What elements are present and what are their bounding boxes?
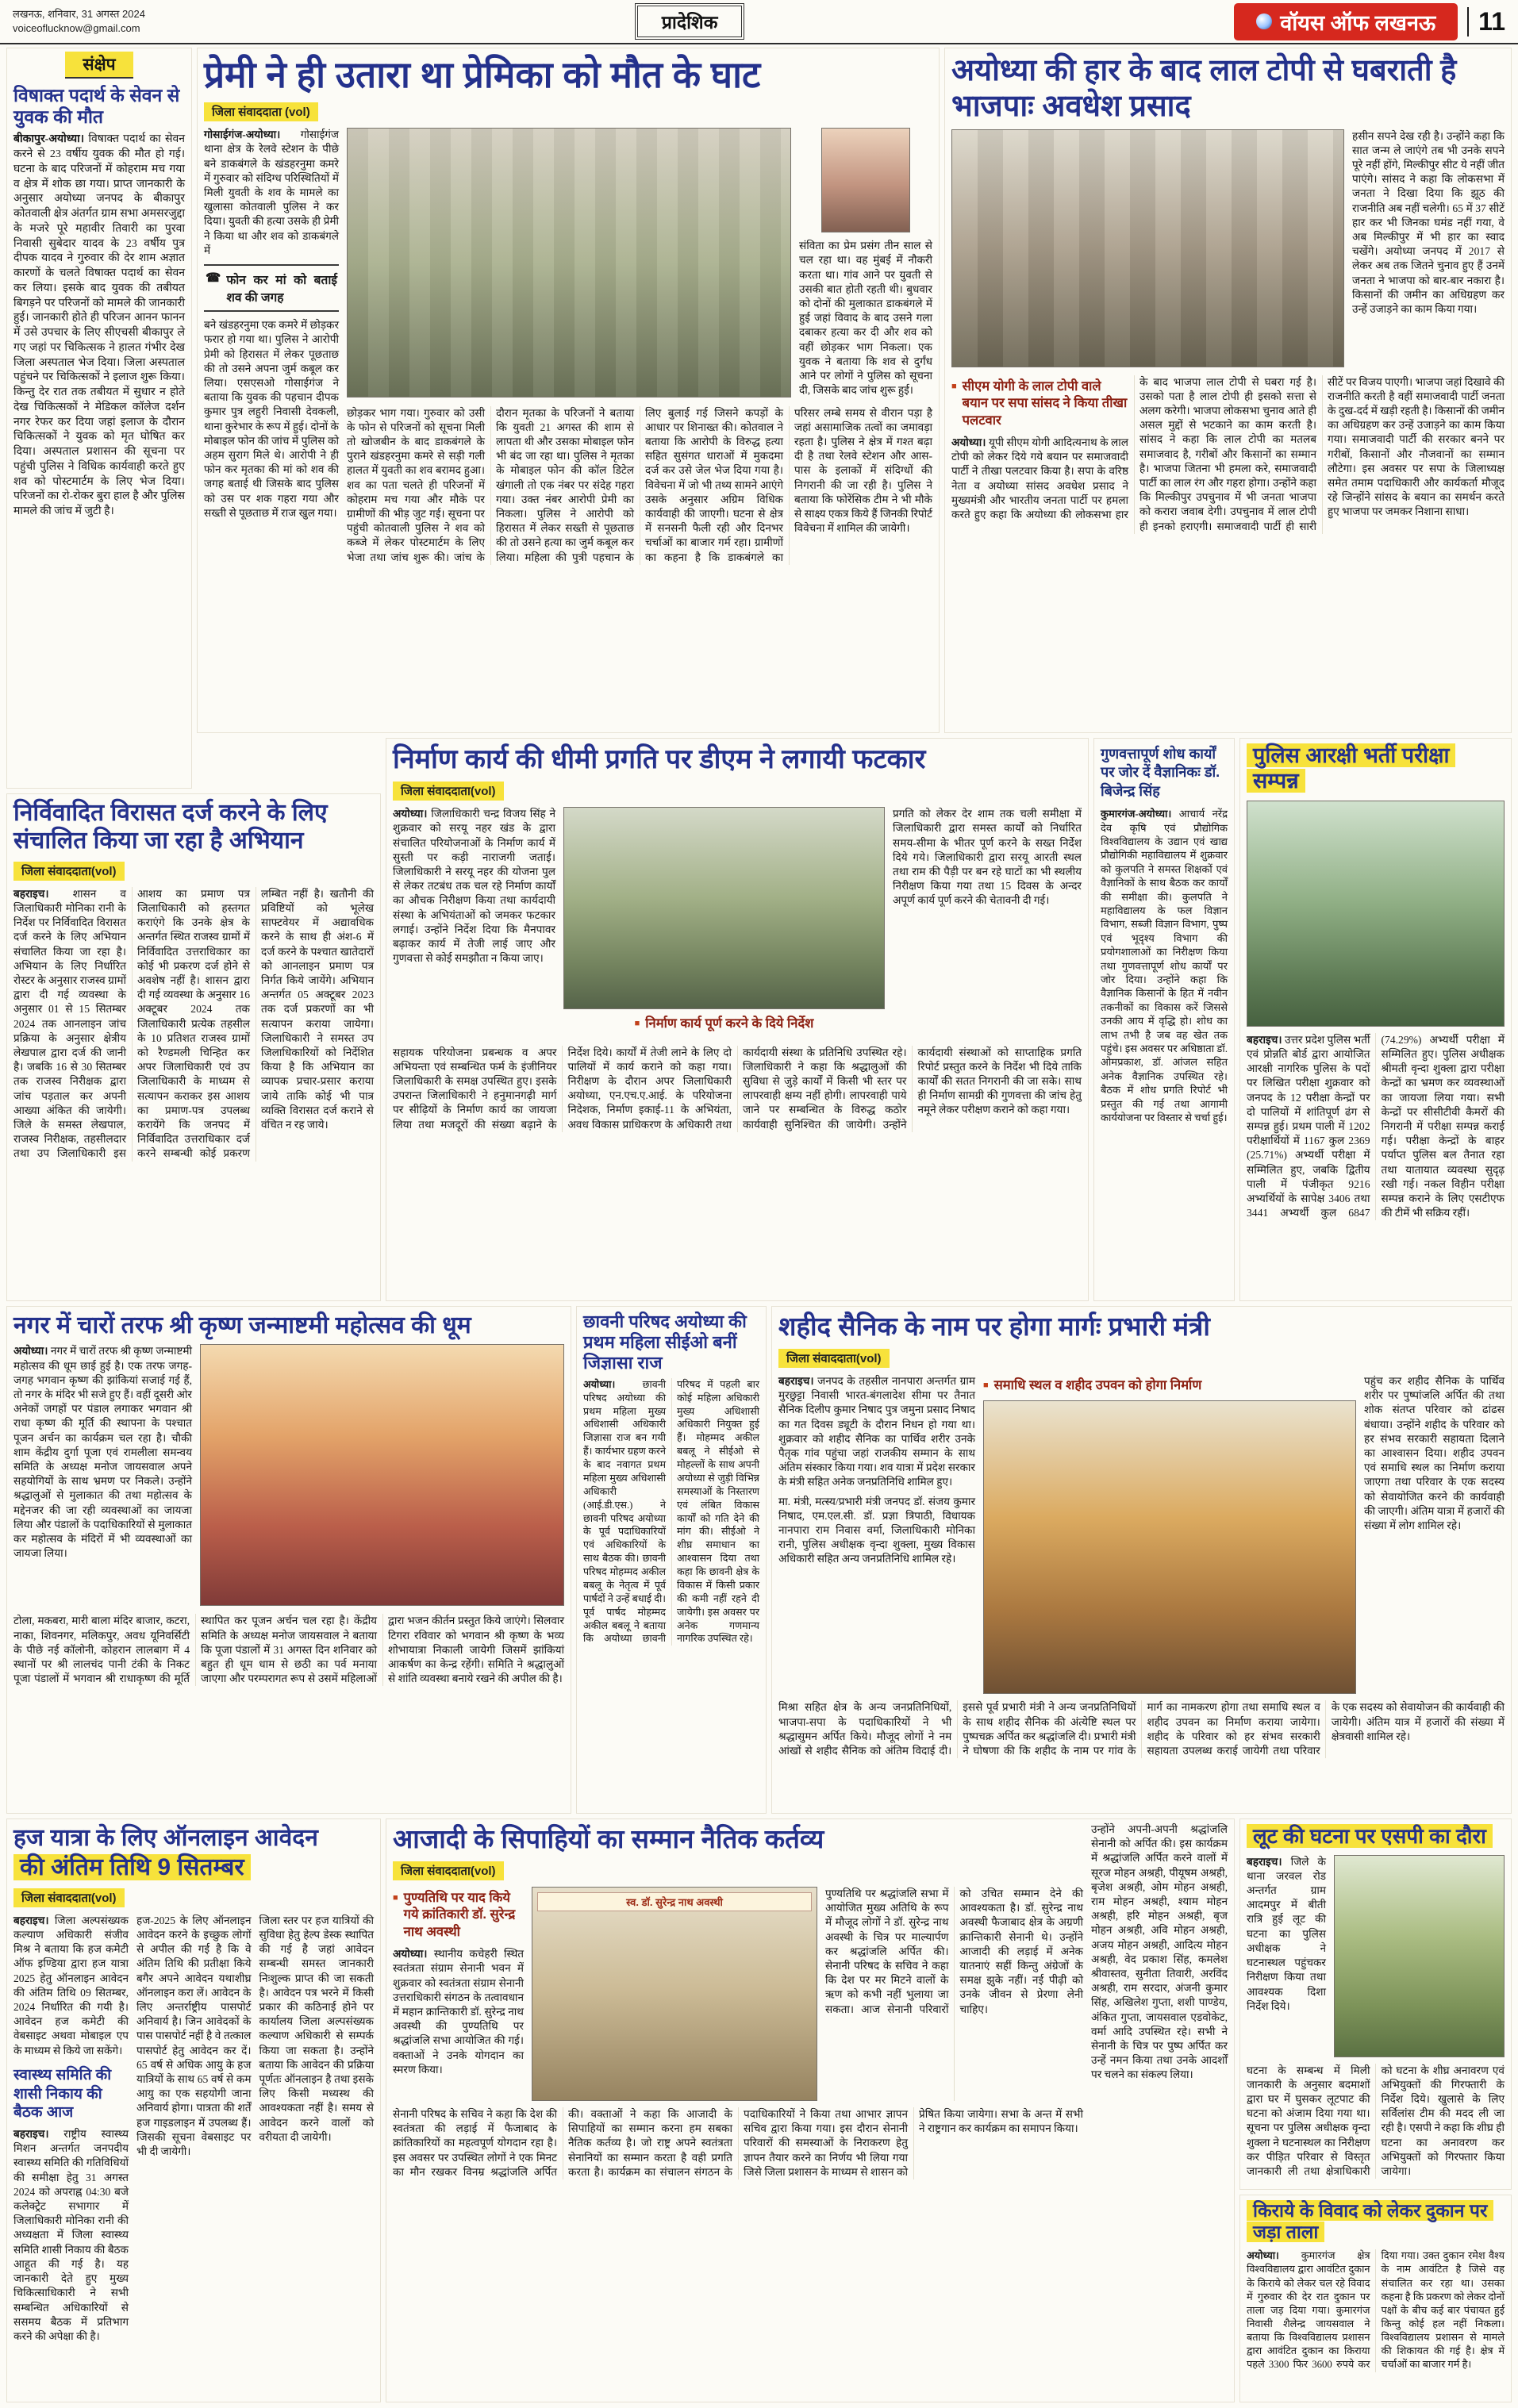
dateline: अयोध्या। [13,1345,48,1358]
dateline: अयोध्या। [393,808,428,820]
haj-col2: हज-2025 के लिए ऑनलाइन आवेदन करने के इच्छुक लोगों से अपील की गई है कि वे अंतिम तिथि की प्रतीक्षा किये बगैर अपने आवेदन यथाशीघ्र ऑनलाइन करा लें। आवेदन के लिए अन्तर्राष्ट्रीय पासपोर्ट अनिवार्य है। जिन आवेदकों के पास पासपोर्ट नहीं है वे तत्काल पासपोर्ट हेतु आवेदन कर दें। 65 वर्ष से अधिक आयु के हज यात्रियों के साथ 65 वर्ष से कम आयु का एक सहयोगी जाना अनिवार्य होगा। पात्रता की शर्तें हज गाइडलाइन में उपलब्ध हैं। जिसकी सूचना वेबसाइट पर भी दी जायेगी। [136,1914,252,2158]
loot-headline: लूट की घटना पर एसपी का दौरा [1247,1824,1493,1848]
krishna-headline: नगर में चारों तरफ श्री कृष्ण जन्माष्टमी महोत्सव की धूम [13,1312,471,1338]
article-brief [6,48,192,789]
edition-date: लखनऊ, शनिवार, 31 अगस्त 2024 [13,8,145,21]
article-shaheed [771,1306,1512,1814]
body-text: गोसाईगंज थाना क्षेत्र के रेलवे स्टेशन के पीछे बने डाकबंगले के खंडहरनुमा कमरे में गुरुवार को संदिग्ध परिस्थितियों में मिली युवती के शव के मामले का खुलासा कोतवाली पुलिस ने कर दिया। युवती की हत्या उसके ही प्रेमी ने किया था और शव को डाकबंगले में [204,129,339,256]
masthead-logo-icon [1256,13,1272,29]
nirman-bottom-text: सहायक परियोजना प्रबन्धक व अपर अभियन्ता एवं सम्बन्धित फर्म के इंजीनियर जिलाधिकारी के समक्ष उपस्थित हुए। इसके उपरान्त जिलाधिकारी ने हनुमानगढ़ी मार्ग पर सीढ़ियों के निर्माण कार्य का जायजा लिया तथा मजदूरों की संख्या बढ़ाने के निर्देश दिये। कार्यों में तेजी लाने के लिए दो पालियों में कार्य कराने को कहा गया। निरीक्षण के दौरान अपर जिलाधिकारी अयोध्या, एन.एच.ए.आई. के परियोजना निदेशक, निर्माण इकाई-11 के अभियंता, अवध विकास प्राधिकरण के अधिकारी तथा कार्यदायी संस्था के प्रतिनिधि उपस्थित रहे। जिलाधिकारी ने कहा कि श्रद्धालुओं की सुविधा से जुड़े कार्यों में किसी भी स्तर पर लापरवाही क्षम्य नहीं होगी। लापरवाही पाये जाने पर सम्बन्धित के विरुद्ध कठोर कार्यवाही सुनिश्चित की जायेगी। उन्होंने कार्यदायी संस्थाओं को साप्ताहिक प्रगति रिपोर्ट प्रस्तुत करने के निर्देश भी दिये ताकि कार्यों की सतत निगरानी की जा सके। साथ ही निर्माण सामग्री की गुणवत्ता की जांच हेतु नमूने लेकर परीक्षण कराने को कहा गया। [393,1046,1082,1131]
dateline: बहराइच। [13,1914,49,1926]
phone-icon: ☎ [206,271,221,286]
nirman-kicker [563,1016,885,1032]
body-text: राष्ट्रीय स्वास्थ्य मिशन अन्तर्गत जनपदीय स्वास्थ्य समिति की गतिविधियों की समीक्षा हेतु 31 अगस्त 2024 को अपराह्न 04:30 बजे कलेक्ट्रेट सभागार में जिलाधिकारी मोनिका रानी की अध्यक्षता में जिला स्वास्थ्य समिति शासी निकाय की बैठक आहूत की गई है। यह जानकारी देते हुए मुख्य चिकित्साधिकारी ने सभी सम्बन्धित अधिकारियों से ससमय बैठक में प्रतिभाग करने की अपेक्षा की है। [13,2128,129,2342]
dateline: गोसाईगंज-अयोध्या। [204,129,281,141]
dateline: अयोध्या। [951,436,986,448]
victim-portrait-photo [821,128,910,232]
funeral-tribute-photo [983,1400,1356,1694]
loot-bottom-text: घटना के सम्बन्ध में मिली जानकारी के अनुसार बदमाशों द्वारा घर में घुसकर लूटपाट की घटना को अंजाम दिया गया था। सूचना पर पुलिस अधीक्षक वृन्दा शुक्ला ने घटनास्थल का निरीक्षण कर पीड़ित परिवार से विस्तृत जानकारी ली तथा क्षेत्राधिकारी को घटना के शीघ्र अनावरण एवं अभियुक्तों की गिरफ्तारी के निर्देश दिये। खुलासे के लिए सर्विलांस टीम की मदद ली जा रही है। एसपी ने कहा कि शीघ्र ही घटना का अनावरण कर अभियुक्तों को गिरफ्तार किया जायेगा। [1247,2064,1505,2178]
body-text: जनपद के तहसील नानपारा अन्तर्गत ग्राम मुरछुट्टा निवासी भारत-बंगलादेश सीमा पर तैनात सैनिक दिलीप कुमार निषाद पुत्र जमुना प्रसाद निषाद का गत दिवस ड्यूटी के दौरान निधन हो गया था। शुक्रवार को शहीद सैनिक का पार्थिव शरीर उनके पैतृक गांव पहुंचा जहां राजकीय सम्मान के साथ अंतिम संस्कार किया गया। शव यात्रा में प्रदेश सरकार के मंत्री सहित अनेक जनप्रतिनिधि शामिल हुए। [778,1374,975,1488]
section-title-box [637,6,743,37]
azadi-headline: आजादी के सिपाहियों का सम्मान नैतिक कर्तव्य [393,1824,824,1853]
dateline: अयोध्या। [1247,2250,1279,2262]
byline: जिला संवाददाता(vol) [13,862,125,881]
article-krishna [6,1306,571,1814]
virasat-body [13,887,374,1162]
body-text: कुमारगंज क्षेत्र विश्वविद्यालय द्वारा आवंटित दुकान के किराये को लेकर चल रहे विवाद में गुरुवार की देर रात दुकान पर ताला जड़ दिया गया। कुमारगंज निवासी शैलेन्द्र जायसवाल ने बताया कि विश्वविद्यालय प्रशासन द्वारा आवंटित दुकान का किराया पहले 3300 फिर 3600 रुपये कर दिया गया। उक्त दुकान रमेश वैश्य के नाम आवंटित है जिसे वह संचालित कर रहा था। उसका कहना है कि प्रकरण को लेकर दोनों पक्षों के बीच कई बार पंचायत हुई किन्तु कोई हल नहीं निकला। विश्वविद्यालय प्रशासन से मामले की शिकायत की गई है। क्षेत्र में चर्चाओं का बाजार गर्म है। [1247,2250,1505,2371]
page-number: 11 [1467,7,1505,36]
memorial-banner-text: स्व. डॉ. सुरेन्द्र नाथ अवस्थी [537,1892,812,1911]
byline: जिला संवाददाता(vol) [393,782,504,801]
brief-body [13,132,185,520]
article-azadi [386,1818,1235,2402]
kiraya-headline: किराये के विवाद को लेकर दुकान पर जड़ा ताला [1247,2200,1493,2242]
byline: जिला संवाददाता(vol) [13,1888,125,1907]
shaheed-left-column [778,1374,975,1694]
azadi-kicker [393,1890,524,1941]
haj-col1 [13,1914,129,2058]
exam-centre-photo [1247,801,1505,1027]
azadi-bottom-text: सेनानी परिषद के सचिव ने कहा कि देश की स्वतंत्रता की लड़ाई में फैजाबाद के क्रांतिकारियों का महत्वपूर्ण योगदान रहा है। इस अवसर पर उपस्थित लोगों ने एक मिनट का मौन रखकर विनम्र श्रद्धांजलि अर्पित की। वक्ताओं ने कहा कि आजादी के सिपाहियों का सम्मान करना हम सबका नैतिक कर्तव्य है। जो राष्ट्र अपने स्वतंत्रता सेनानियों का सम्मान करता है वही प्रगति करता है। कार्यक्रम का संचालन संगठन के पदाधिकारियों ने किया तथा आभार ज्ञापन सचिव द्वारा किया गया। इस दौरान सेनानी परिवारों की समस्याओं के निराकरण हेतु ज्ञापन तैयार करने का निर्णय भी लिया गया जिसे जिला प्रशासन के माध्यम से शासन को प्रेषित किया जायेगा। सभा के अन्त में सभी ने राष्ट्रगान कर कार्यक्रम का समापन किया। [393,2107,1083,2178]
publisher-email: voiceoflucknow@gmail.com [13,22,140,34]
body-text: विषाक्त पदार्थ का सेवन करने से 23 वर्षीय युवक की मौत हो गई। घटना के बाद परिजनों में कोहराम मच गया व क्षेत्र में शोक छा गया। प्राप्त जानकारी के अनुसार अयोध्या जनपद के बीकापुर कोतवाली क्षेत्र अंतर्गत ग्राम सभा अमसरजुद्दा के मजरे पूरे महावीर तिवारी का पुरवा निवासी सुबेदार यादव के 23 वर्षीय पुत्र दीपक यादव ने गुरुवार की देर शाम अज्ञात कारणों के चलते विषाक्त पदार्थ का सेवन कर लिया। इसके बाद युवक की तबीयत बिगड़ने पर परिजनों को मामले की जानकारी हुई। जानकारी होते ही परिजन आनन फानन में उसे उपचार के लिए सीएचसी बीकापुर ले गए जहां पर चिकित्सक ने हालत गंभीर देख जिला अस्पताल भेज दिया। जिला अस्पताल पहुंचने पर चिकित्सकों ने इलाज शुरू किया। किन्तु देर रात तक तबीयत में सुधार न होते देख चिकित्सकों ने मेडिकल कॉलेज दर्शन नगर रेफर कर दिया जहां इलाज के दौरान चिकित्सकों ने युवक को मृत घोषित कर दिया। अस्पताल प्रशासन की सूचना पर पहुंची पुलिस ने विधिक कार्यवाही करते हुए शव को पोस्टमार्टम के लिए भेज दिया। परिजनों का रो-रोकर बुरा हाल है और पुलिस मामले की जांच में जुटी है। [13,133,186,517]
section-title: प्रादेशिक [661,12,718,33]
body-text: जिले के थाना जरवल रोड अन्तर्गत ग्राम आदमपुर में बीती रात्रि हुई लूट की घटना का पुलिस अधीक्षक ने घटनास्थल पहुंचकर निरीक्षण किया तथा आवश्यक दिशा निर्देश दिये। [1247,1855,1326,2012]
header-left [13,7,145,35]
premi-left-column [204,128,339,564]
bjp-headline: अयोध्या की हार के बाद लाल टोपी से घबराती है भाजपाः अवधेश प्रसाद [951,54,1457,123]
dm-inspection-photo [563,807,885,1009]
azadi-continuation-column: उन्होंने अपनी-अपनी श्रद्धांजलि सेनानी को अर्पित की। इस कार्यक्रम में श्रद्धांजलि अर्पित करने वालों में सूरज मोहन अश्रही, पीयूषम अश्रही, बृजेश अश्रही, ओम मोहन अश्रही, राम मोहन अश्रही, श्याम मोहन अश्रही, हरि मोहन अश्रही, बृज मोहन अश्रही, अवि मोहन अश्रही, अजय मोहन अश्रही, आदित्य मोहन अश्रही, वेद प्रकाश सिंह, कमलेश श्रीवास्तव, सुनीता तिवारी, अरविंद अश्रही, राम सरदार, अंजनी कुमार सिंह, अखिलेश गुप्ता, शशी पाण्डेय, अंकित गुप्ता, जायसवाल एडवोकेट, वर्मा आदि उपस्थित रहे। सभी ने सेनानी के चित्र पर पुष्प अर्पित कर उन्हें नमन किया तथा उनके आदर्शों पर चलने का संकल्प लिया। [1091,1823,1228,2081]
sub-headline-box [204,264,339,312]
azadi-left-column [393,1947,524,2077]
body-text: स्थानीय कचेहरी स्थित स्वतंत्रता संग्राम सेनानी भवन में शुक्रवार को स्वतंत्रता संग्राम सेनानी उत्तराधिकारी संगठन के तत्वावधान में महान क्रान्तिकारी डॉ. सुरेन्द्र नाथ अवस्थी की पुण्यतिथि पर श्रद्धांजलि सभा आयोजित की गई। वक्ताओं ने उनके योगदान का स्मरण किया। [393,1948,524,2076]
article-virasat [6,793,381,1301]
loot-left-column [1247,1855,1326,2057]
dateline: अयोध्या। [393,1948,428,1961]
shodh-headline: गुणवत्तापूर्ण शोध कार्यों पर जोर दें वैज्ञानिकः डॉ. बिजेन्द्र सिंह [1101,746,1220,799]
dateline: अयोध्या। [583,1378,616,1390]
shaheed-bottom-text: मिश्रा सहित क्षेत्र के अन्य जनप्रतिनिधियों, भाजपा-सपा के पदाधिकारियों ने भी श्रद्धासुमन अर्पित किये। मौजूद लोगों ने नम आंखों से शहीद सैनिक को अंतिम विदाई दी। इससे पूर्व प्रभारी मंत्री ने अन्य जनप्रतिनिधियों के साथ शहीद सैनिक की अंत्येष्टि स्थल पर पुष्पचक्र अर्पित कर श्रद्धांजलि दी। प्रभारी मंत्री ने घोषणा की कि शहीद के नाम पर गांव के मार्ग का नामकरण होगा तथा समाधि स्थल व शहीद उपवन का निर्माण कराया जायेगा। शहीद के परिवार को हर संभव सरकारी सहायता उपलब्ध कराई जायेगी तथा परिवार के एक सदस्य को सेवायोजन की कार्यवाही की जायेगी। अंतिम यात्र में हजारों की संख्या में क्षेत्रवासी शामिल रहे। [778,1701,1505,1757]
body-text: शासन व जिलाधिकारी मोनिका रानी के निर्देश पर निर्विवादित विरासत दर्ज करने के लिए अभियान संचालित किया जा रहा है। अभियान के लिए निर्धारित रोस्टर के अनुसार राजस्व ग्रामों द्वारा दी गई व्यवस्था के अनुसार 01 से 15 सितम्बर 2024 तक आनलाइन जांच प्रक्रिया के अनुसार क्षेत्रीय लेखपाल द्वारा दर्ज की जानी है। जबकि 16 से 30 सितम्बर तक राजस्व निरीक्षक द्वारा जांच पड़ताल कर अपनी आख्या अंकित की जायेगी। जिले के समस्त लेखपाल, राजस्व निरीक्षक, तहसीलदार तथा उप जिलाधिकारी इस आशय का प्रमाण पत्र जिलाधिकारी को हस्तगत कराएंगे कि उनके क्षेत्र के अन्तर्गत स्थित राजस्व ग्रामों में निर्विवादित उत्तराधिकार का कोई भी प्रकरण दर्ज होने से अवशेष नहीं है। शासन द्वारा दी गई व्यवस्था के अनुसार 16 अक्टूबर 2024 तक जिलाधिकारी प्रत्येक तहसील के 10 प्रतिशत राजस्व ग्रामों को रैण्डमली चिन्हित कर अपर जिलाधिकारी एवं उप जिलाधिकारी के माध्यम से सत्यापन कराकर इस आशय का प्रमाण-पत्र उपलब्ध करायेंगे कि जनपद में निर्विवादित उत्तराधिकार दर्ज करने सम्बन्धी कोई प्रकरण लम्बित नहीं है। खतौनी की प्रविष्टियों को भूलेख साफ्टवेयर में अद्यावधिक करने के साथ ही अंश-6 में दर्ज करने के पश्चात खातेदारों को आनलाइन प्रमाण पत्र निर्गत किये जायेंगे। अभियान अन्तर्गत 05 अक्टूबर 2023 तक दर्ज प्रकरणों का भी सत्यापन कराया जायेगा। जिलाधिकारी ने समस्त उप जिलाधिकारियों को निर्देशित किया है कि अभियान का व्यापक प्रचार-प्रसार कराया जाये ताकि कोई भी पात्र व्यक्ति विरासत दर्ज कराने से वंचित न रह जाये। [13,887,374,1160]
police-headline: पुलिस आरक्षी भर्ती परीक्षा सम्पन्न [1247,743,1455,793]
masthead-title: वॉयस ऑफ लखनऊ [1280,10,1436,35]
body-text: जिला अल्पसंख्यक कल्याण अधिकारी संजीव मिश्र ने बताया कि हज कमेटी ऑफ इण्डिया द्वारा हज यात्रा 2025 हेतु ऑनलाइन आवेदन की अंतिम तिथि 09 सितम्बर, 2024 निर्धारित की गयी है। आवेदन हज कमेटी की वेबसाइट अथवा मोबाइल एप के माध्यम से किये जा सकेंगे। [13,1914,129,2057]
dateline: बहराइच। [1247,1855,1282,1868]
sp-mp-press-photo [951,129,1344,367]
nirman-headline: निर्माण कार्य की धीमी प्रगति पर डीएम ने लगायी फटकार [393,744,926,774]
haj-headline-line2: की अंतिम तिथि 9 सितम्बर [13,1854,251,1880]
shaheed-kicker [983,1377,1356,1394]
article-kiraya [1239,2195,1512,2402]
byline: जिला संवाददाता(vol) [778,1349,890,1368]
shaheed-headline: शहीद सैनिक के नाम पर होगा मार्गः प्रभारी मंत्री [778,1312,1210,1341]
dateline: बहराइच। [1247,1033,1282,1046]
body-text: आचार्य नरेंद्र देव कृषि एवं प्रौद्योगिक विश्वविद्यालय के उद्यान एवं खाद्य प्रौद्योगिकी महाविद्यालय में शुक्रवार को कुलपति ने समस्त शिक्षकों एवं वैज्ञानिकों के साथ बैठक कर कार्यों की समीक्षा की। कुलपति ने महाविद्यालय के फल विज्ञान विभाग, सब्जी विज्ञान विभाग, पुष्प एवं भूदृश्य विभाग की प्रयोगशालाओं का निरीक्षण किया तथा गुणवत्तापूर्ण शोध कार्यों पर जोर दिया। उन्होंने कहा कि वैज्ञानिक किसानों के हित में नवीन तकनीकों का विकास करें जिससे उनकी आय में वृद्धि हो। शोध का लाभ तभी है जब वह खेत तक पहुंचे। इस अवसर पर अधिष्ठाता डॉ. ओमप्रकाश, डॉ. आंजल सहित अनेक वैज्ञानिक उपस्थित रहे। बैठक में शोध प्रगति रिपोर्ट भी प्रस्तुत की गई तथा आगामी कार्ययोजना पर विस्तार से चर्चा हुई। [1101,808,1228,1124]
body-text: जिलाधिकारी चन्द्र विजय सिंह ने शुक्रवार को सरयू नहर खंड के द्वारा संचालित परियोजनाओं के निर्माण कार्य में सुस्ती पर कड़ी नाराजगी जताई। जिलाधिकारी ने सरयू नहर की योजना पुल से लेकर तटबंध तक चल रहे निर्माण कार्यों का औचक निरीक्षण किया तथा कार्यदायी संस्था के अभियंताओं को जमकर फटकार लगाई। उन्होंने निर्देश दिया कि मैनपावर बढ़ाकर कार्य में तेजी लाई जाए और गुणवत्ता से कोई समझौता न किया जाए। [393,808,556,965]
cantonment-headline: छावनी परिषद अयोध्या की प्रथम महिला सीईओ बनीं जिज्ञासा राज [583,1312,747,1373]
police-body [1247,1033,1505,1221]
premi-headline: प्रेमी ने ही उतारा था प्रेमिका को मौत के घाट [204,54,761,95]
body-text: छावनी परिषद अयोध्या की प्रथम महिला मुख्य अधिशासी अधिकारी जिज्ञासा राज बन गयी हैं। कार्यभार ग्रहण करने के बाद नवागत प्रथम महिला मुख्य अधिशासी अधिकारी (आई.डी.एस.) ने छावनी परिषद अयोध्या के पूर्व पदाधिकारियों एवं अधिकारियों के साथ बैठक की। छावनी परिषद मोहम्मद अकील बबलू के नेतृत्व में पूर्व पार्षदों ने उन्हें बधाई दी। पूर्व पार्षद मोहम्मद अकील बबलू ने बताया कि अयोध्या छावनी परिषद में पहली बार कोई महिला अधिकारी मुख्य अधिशासी अधिकारी नियुक्त हुई हैं। मोहम्मद अकील बबलू ने सीईओ से मोहल्लों के साथ अपनी अयोध्या से जुड़ी विभिन्न समस्याओं के निस्तारण एवं लंबित विकास कार्यों को गति देने की मांग की। सीईओ ने शीघ्र समाधान का आश्वासन दिया तथा कहा कि छावनी क्षेत्र के विकास में किसी प्रकार की कमी नहीं रहने दी जायेगी। इस अवसर पर अनेक गणमान्य नागरिक उपस्थित रहे। [583,1378,759,1645]
dateline: कुमारगंज-अयोध्या। [1101,808,1172,820]
brief-section-label: संक्षेप [65,52,133,79]
dateline: बीकापुर-अयोध्या। [13,133,85,146]
bjp-side-column: हसीन सपने देख रही है। उन्होंने कहा कि सात जन्म ले जाएंगे तब भी उनके सपने पूरे नहीं होंगे, मिल्कीपुर सीट ये नहीं जीत पाएंगे। सांसद ने कहा कि लोकसभा में जनता ने दिखा दिया कि झूठ की राजनीति अब नहीं चलेगी। 65 में 37 सीटें हार कर भी जिनका घमंड नहीं गया, वे अब मिल्कीपुर में भी हार का स्वाद चखेंगे। अयोध्या जनपद में 2017 से लेकर अब तक जितने चुनाव हुए हैं उनमें जनता ने भाजपा को बार-बार नकारा है। किसानों की जमीन का अधिग्रहण कर उन्हें उजाड़ने का काम किया गया। [1352,129,1505,316]
azadi-mid-columns: पुण्यतिथि पर श्रद्धांजलि सभा में आयोजित मुख्य अतिथि के रूप में मौजूद लोगों ने डॉ. सुरेन्द्र नाथ अवस्थी के चित्र पर माल्यार्पण कर श्रद्धांजलि अर्पित की। सेनानी परिषद के सचिव ने कहा कि देश पर मर मिटने वालों के ऋण को कभी नहीं भुलाया जा सकता। आज सेनानी परिवारों को उचित सम्मान देने की आवश्यकता है। डॉ. सुरेन्द्र नाथ अवस्थी फैजाबाद क्षेत्र के अग्रणी क्रान्तिकारी सेनानी थे। उन्होंने आजादी की लड़ाई में अनेक यातनाएं सहीं किन्तु अंग्रेजों के समक्ष झुके नहीं। नई पीढ़ी को उनके जीवन से प्रेरणा लेनी चाहिए। [825,1887,1083,2015]
byline: जिला संवाददाता(vol) [393,1861,504,1880]
nirman-right-column: प्रगति को लेकर देर शाम तक चली समीक्षा में जिलाधिकारी द्वारा समस्त कार्यों को निर्धारित समय-सीमा के भीतर पूर्ण करने के सख्त निर्देश दिये गये। जिलाधिकारी द्वारा सरयू आरती स्थल तथा राम की पैड़ी पर बन रहे घाटों का भी स्थलीय निरीक्षण किया गया तथा 15 दिवस के अन्दर अपूर्ण कार्य पूर्ण करने की चेतावनी दी गई। [893,808,1082,907]
article-nirman [386,738,1089,1301]
square-bullet-icon: ■ [634,1019,640,1029]
header-right [1234,3,1505,40]
shodh-body [1101,807,1228,1124]
square-bullet-icon: ■ [393,1892,398,1903]
cantonment-body [583,1378,759,1646]
body-text: यूपी सीएम योगी आदित्यनाथ के लाल टोपी को लेकर दिये गये बयान पर समाजवादी पार्टी ने तीखा पलटवार किया है। सपा के वरिष्ठ नेता व अयोध्या सांसद अवधेश प्रसाद ने मुख्यमंत्री और भारतीय जनता पार्टी पर हमला करते हुए कहा कि अयोध्या की लोकसभा हार के बाद भाजपा लाल टोपी से घबरा गई है। उसको पता है लाल टोपी ही इसको सत्ता से अलग करेगी। भाजपा लोकसभा चुनाव आते ही असल मुद्दों से भटकाने का काम करती है। सांसद ने कहा कि लाल टोपी का मतलब समाजवाद है, गरीबों और किसानों का सम्मान है। भाजपा जितना भी हमला करे, समाजवादी पार्टी का लाल रंग और गहरा होगा। उन्होंने कहा कि मिल्कीपुर उपचुनाव में भी जनता भाजपा को करारा जवाब देगी। उपचुनाव में लाल टोपी ही इनको हराएगी। समाजवादी पार्टी ही सारी सीटें पर विजय पाएगी। भाजपा जहां दिखावे की राजनीति करती है वहीं समाजवादी पार्टी जनता के दुख-दर्द में खड़ी रहती है। किसानों की जमीन का अधिग्रहण कर उन्हें उजाड़ने का काम किया गया। समाजवादी पार्टी की सरकार बनने पर गरीबों, किसानों और नौजवानों का सम्मान लौटेगा। इस अवसर पर सपा के जिलाध्यक्ष समेत तमाम पदाधिकारी और कार्यकर्ता मौजूद रहे जिन्होंने सांसद के बयान का समर्थन करते हुए भाजपा पर जमकर निशाना साधा। [951,375,1505,532]
kicker-text: समाधि स्थल व शहीद उपवन को होगा निर्माण [993,1377,1202,1392]
haj-col3: जिला स्तर पर हज यात्रियों की सुविधा हेतु हेल्प डेस्क स्थापित की गई है जहां आवेदन सम्बन्धी समस्त जानकारी निःशुल्क प्राप्त की जा सकती है। आवेदन पत्र भरने में किसी प्रकार की कठिनाई होने पर कार्यालय जिला अल्पसंख्यक कल्याण अधिकारी से सम्पर्क किया जा सकता है। उन्होंने बताया कि आवेदन की प्रक्रिया पूर्णतः ऑनलाइन है तथा इसके लिए किसी मध्यस्थ की आवश्यकता नहीं है। समय से आवेदन करने वालों को वरीयता दी जायेगी। [259,1914,374,2143]
article-shodh [1093,738,1235,1301]
square-bullet-icon: ■ [951,381,957,391]
krishna-bottom-text: टोला, मकबरा, मारी बाला मंदिर बाजार, कटरा, नाका, शिवनगर, मलिकपुर, अवध यूनिवर्सिटी के पीछे नई कॉलोनी, कोहरान लालबाग में 4 स्थानों पर श्री लालचंद पानी टंकी के निकट पूजा पंडालों में भगवान श्री राधाकृष्ण की मूर्ति स्थापित कर पूजन अर्चन चल रहा है। केंद्रीय समिति के अध्यक्ष मनोज जायसवाल ने बताया कि पूजा पंडालों में 31 अगस्त दिन शनिवार को बहुत ही धूम धाम से छठी का पर्व मनाया जाएगा और परम्परागत रूप से उसमें महिलाओं द्वारा भजन कीर्तन प्रस्तुत किये जाएंगे। सिलवार टिगरा रविवार को भगवान श्री कृष्ण के भव्य शोभायात्रा निकाली जायेगी जिसमें झांकियां आकर्षण का केन्द्र रहेंगी। समिति ने श्रद्धालुओं से शांति व्यवस्था बनाये रखने की अपील की है। [13,1615,564,1685]
nirman-left-column [393,807,555,1039]
janmashtami-pandal-photo [200,1344,564,1606]
haj-headline-line1: हज यात्रा के लिए ऑनलाइन आवेदन [13,1825,318,1851]
health-meeting-headline: स्वास्थ्य समिति की शासी निकाय की बैठक आज [13,2066,112,2122]
premi-bottom-text: छोड़कर भाग गया। गुरुवार को उसी के फोन से परिजनों को सूचना मिली तो खोजबीन के बाद डाकबंगले के पुराने खंडहरनुमा कमरे से सड़ी गली हालत में युवती का शव बरामद हुआ। शव का पता चलते ही परिजनों में कोहराम मच गया और मौके पर ग्रामीणों की भीड़ जुट गई। सूचना पर पहुंची कोतवाली पुलिस ने शव को कब्जे में लेकर पोस्टमार्टम के लिए भेजा तथा जांच शुरू की। जांच के दौरान मृतका के परिजनों ने बताया कि युवती 21 अगस्त की शाम से लापता थी और उसका मोबाइल फोन भी बंद जा रहा था। पुलिस ने मृतका के मोबाइल फोन की कॉल डिटेल खंगाली तो एक नंबर पर संदेह गहरा गया। उक्त नंबर आरोपी प्रेमी का निकला। पुलिस ने आरोपी को हिरासत में लेकर सख्ती से पूछताछ की तो उसने हत्या का जुर्म कबूल कर लिया। महिला की पुत्री पहचान के लिए बुलाई गई जिसने कपड़ों के आधार पर शिनाख्त की। कोतवाल ने बताया कि आरोपी के विरुद्ध हत्या सहित सुसंगत धाराओं में मुकदमा दर्ज कर उसे जेल भेज दिया गया है। विवेचना में जो भी तथ्य सामने आएंगे उसके अनुसार अग्रिम विधिक कार्यवाही की जाएगी। घटना से क्षेत्र में सनसनी फैली रही और दिनभर चर्चाओं का बाजार गर्म रहा। ग्रामीणों का कहना है कि डाकबंगले का परिसर लम्बे समय से वीरान पड़ा है जहां असामाजिक तत्वों का जमावड़ा रहता है। पुलिस ने क्षेत्र में गश्त बढ़ा दी है तथा रेलवे स्टेशन और आस-पास के इलाकों में संदिग्धों की निगरानी की जा रही है। पुलिस ने बताया कि फोरेंसिक टीम ने भी मौके से साक्ष्य एकत्र किये हैं जिनकी रिपोर्ट विवेचना में शामिल की जायेगी। [347,406,932,563]
article-police-exam [1239,738,1512,1301]
sub-headline: फोन कर मां को बताई शव की जगह [226,274,337,305]
dateline: बहराइच। [13,887,49,900]
kicker-text: सीएम योगी के लाल टोपी वाले बयान पर सपा सांसद ने किया तीखा पलटवार [962,378,1128,428]
krishna-left-column [13,1344,192,1606]
kicker-text: निर्माण कार्य पूर्ण करने के दिये निर्देश [645,1016,814,1031]
dateline: बहराइच। [13,2128,49,2141]
square-bullet-icon: ■ [983,1380,989,1390]
health-meeting-body [13,2127,129,2344]
body-text: उत्तर प्रदेश पुलिस भर्ती एवं प्रोन्नति बोर्ड द्वारा आयोजित आरक्षी नागरिक पुलिस के पदों पर लिखित परीक्षा शुक्रवार को जनपद के 12 परीक्षा केन्द्रों पर दो पालियों में शांतिपूर्ण ढंग से सम्पन्न हुई। प्रथम पाली में 1202 परीक्षार्थियों में 1167 कुल 2369 (25.71%) अभ्यर्थी परीक्षा में सम्मिलित हुए, जबकि द्वितीय पाली में पंजीकृत 9216 अभ्यर्थियों के सापेक्ष 3406 तथा 3441 अभ्यर्थी कुल 6847 (74.29%) अभ्यर्थी परीक्षा में सम्मिलित हुए। पुलिस अधीक्षक श्रीमती वृन्दा शुक्ला द्वारा परीक्षा केन्द्रों का भ्रमण कर व्यवस्थाओं का जायजा लिया गया। सभी केन्द्रों पर सीसीटीवी कैमरों की निगरानी में परीक्षा सम्पन्न कराई गई। परीक्षा केन्द्रों के बाहर पर्याप्त पुलिस बल तैनात रहा तथा यातायात व्यवस्था सुदृढ़ रखी गई। नकल विहीन परीक्षा सम्पन्न कराने के लिए एसटीएफ की टीमें भी सक्रिय रहीं। [1247,1033,1505,1219]
body-text: नगर में चारों तरफ श्री कृष्ण जन्माष्टमी महोत्सव की धूम छाई हुई है। एक तरफ जगह-जगह भगवान कृष्ण की झांकियां सजाई गई हैं, तो नगर के मंदिर भी सजे हुए हैं। वहीं दूसरी ओर अनेकों जगहों पर पंडाल लगाकर भगवान श्री राधा कृष्ण की मूर्ति की स्थापना के पश्चात पूजन अर्चन का कार्यक्रम चल रहा है। चौकी शाम केंद्रीय दुर्गा पूजा एवं रामलीला समन्वय समिति के अध्यक्ष मनोज जायसवाल अपने सहयोगियों के साथ भ्रमण पर निकले। उन्होंने श्रद्धालुओं से मुलाकात की तथा महोत्सव के मद्देनजर की जा रही व्यवस्थाओं का जायजा लिया और पंडालों के पदाधिकारियों से मुलाकात कर महोत्सव के मंदिरों में भी व्यवस्थाओं का जायजा लिया। [13,1345,192,1560]
article-haj [6,1818,381,2402]
premi-side-column: संविता का प्रेम प्रसंग तीन साल से चल रहा था। वह मुंबई में नौकरी करता था। गांव आने पर युवती से उसकी बात होती रहती थी। बुधवार को दोनों की मुलाकात डाकबंगले में हुई जहां विवाद के बाद उसने गला दबाकर हत्या कर दी और शव को वहीं छोड़कर भाग निकला। एक युवक ने बताया कि शव से दुर्गंध आने पर लोगों ने पुलिस को सूचना दी, जिसके बाद जांच शुरू हुई। [799,240,932,397]
byline: जिला संवाददाता (vol) [204,102,318,121]
article-premi [197,48,940,733]
body-text: बने खंडहरनुमा एक कमरे में छोड़कर फरार हो गया था। पुलिस ने आरोपी प्रेमी को हिरासत में लेकर पूछताछ की तो उसने अपना जुर्म कबूल कर लिया। एसएसओ गोसाईगंज ने बताया कि युवक की पहचान दीपक कुमार पुत्र लहुरी निवासी देवकली, थाना कुरेभार के रूप में हुई। दोनों के मोबाइल फोन की जांच में पुलिस को अहम सुराग मिले थे। आरोपी ने ही फोन कर मृतका की मां को शव की जगह बताई थी जिसके बाद पुलिस को उस पर शक गहरा गया और सख्ती से पूछताछ में राज खुल गया। [204,319,339,519]
page-header [0,0,1518,44]
virasat-headline: निर्विवादित विरासत दर्ज करने के लिए संचालित किया जा रहा है अभियान [13,800,328,855]
article-cantonment [576,1306,767,1814]
sp-field-visit-photo [1334,1855,1505,2057]
kiraya-body [1247,2249,1505,2372]
article-bjp [944,48,1512,733]
memorial-meeting-photo [532,1887,817,2101]
shaheed-right-column: पहुंच कर शहीद सैनिक के पार्थिव शरीर पर पुष्पांजलि अर्पित की तथा शोक संतप्त परिवार को ढांढस बंधाया। उन्होंने शहीद के परिवार को हर संभव सरकारी सहायता दिलाने का आश्वासन दिया। शहीद उपवन एवं समाधि स्थल का निर्माण कराया जाएगा तथा परिवार के एक सदस्य को सेवायोजित करने की कार्यवाही की जाएगी। अंतिम यात्रा में हजारों की संख्या में लोग शामिल रहे। [1364,1374,1505,1531]
brief-headline: विषाक्त पदार्थ के सेवन से युवक की मौत [13,85,180,128]
dateline: बहराइच। [778,1374,814,1387]
article-loot [1239,1818,1512,2190]
masthead-banner [1234,3,1458,40]
crime-recovery-photo [347,128,791,397]
body-text: मा. मंत्री, मत्स्य/प्रभारी मंत्री जनपद डॉ. संजय कुमार निषाद, एम.एल.सी. डॉ. प्रज्ञा त्रिपाठी, विधायक नानपारा राम निवास वर्मा, जिलाधिकारी मोनिका रानी, पुलिस अधीक्षक वृन्दा शुक्ला, मुख्य विकास अधिकारी सहित अन्य जनप्रतिनिधि शामिल रहे। [778,1495,975,1565]
kicker-text: पुण्यतिथि पर याद किये गये क्रांतिकारी डॉ. सुरेन्द्र नाथ अवस्थी [403,1890,516,1939]
bjp-kicker [951,378,1128,429]
